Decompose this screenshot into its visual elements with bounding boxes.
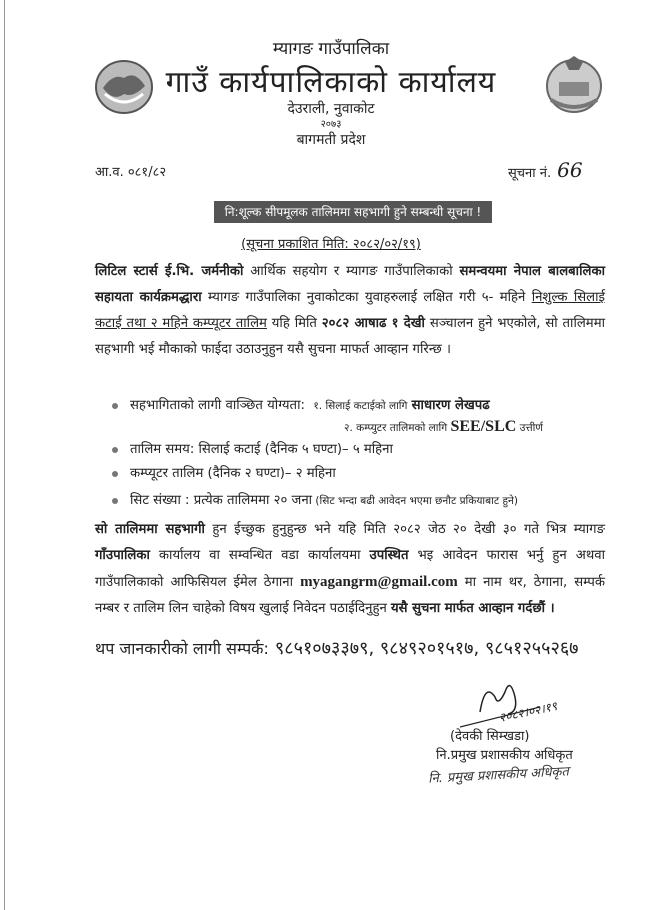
notice-number (508, 158, 583, 182)
training-highlight: निशुल्क सिलाई कटाई तथा २ महिने कम्प्यूटर तालिम (95, 290, 605, 331)
text: मा नाम थर, ठेगाना, सम्पर्क नम्बर र तालिम लिन चाहेको विषय खुलाई निवेदन पठाईदिनुहुन (95, 575, 605, 616)
eligibility-2 (112, 418, 612, 438)
eligibility-1-prefix: १. सिलाई कटाईको लागि (313, 400, 408, 412)
details-list (112, 394, 612, 513)
contact-line (95, 636, 579, 660)
list-item-eligibility (112, 394, 612, 418)
notice-title-banner: नि:शूल्क सीपमूलक तालिममा सहभागी हुने सम्बन्धी सूचना ! (214, 201, 492, 223)
eligibility-1-value: साधारण लेखपढ (411, 398, 490, 413)
signatory-stamp-title: नि. प्रमुख प्रशासकीय अधिकृत (427, 764, 570, 787)
signature-date: २०८२।०२।१९ (497, 698, 559, 725)
signature-icon (460, 672, 580, 732)
start-date: २०८२ आषाढ १ देखी (321, 316, 425, 331)
fiscal-year: आ.व. ०८१/८२ (95, 165, 167, 180)
signatory-title: नि.प्रमुख प्रशासकीय अधिकृत (436, 748, 573, 763)
established-year: २०७३ (320, 119, 342, 130)
text: यहि मिति (266, 316, 322, 331)
time-label: तालिम समय: सिलाई (130, 442, 230, 457)
province: बागमती प्रदेश (296, 132, 366, 148)
text-bold: गाँउपालिका (95, 548, 150, 563)
contact-label: थप जानकारीको लागी सम्पर्क: (95, 639, 269, 658)
text: भइ आवेदन फारास भर्नु हुन अथवा गाउँपालिकाको आफिसियल ईमेल ठेगाना (95, 548, 605, 590)
text: म्यागङ गाउँपालिका नुवाकोटका युवाहरुलाई लक्षित गरी ५- महिने (201, 290, 532, 305)
seats-note: (सिट भन्दा बढी आवेदन भएमा छनौट प्रकियाबाट हुने) (312, 495, 518, 507)
office-title: गाउँ कार्यपालिकाको कार्यालय (165, 65, 497, 100)
eligibility-2-value: SEE/SLC (450, 418, 517, 435)
list-item-computer: कम्प्यूटर तालिम (दैनिक २ घण्टा)– २ महिना (112, 462, 612, 486)
text: आर्थिक सहयोग र म्यागङ गाउँपालिकाको (243, 264, 460, 279)
published-date (0, 234, 662, 252)
text: हुन ईच्छुक हुनुहुन्छ भने यहि मिति २०८२ जेठ २० देखी ३० गते भित्र म्यागङ (204, 522, 605, 537)
program-name: समन्वयमा नेपाल बालबालिका सहायता कार्यक्रमद्धारा (95, 264, 605, 305)
published-date-text: (सूचना प्रकाशित मिति: २०८२/०२/१९) (241, 237, 421, 252)
eligibility-2-prefix: २. कम्प्युटर तालिमको लागि (344, 422, 448, 434)
sponsor-org: लिटिल स्टार्स ई.भि. जर्मनीको (95, 264, 244, 279)
paragraph-application (95, 517, 605, 622)
text-bold: यसै सुचना मार्फत आव्हान गर्दछौं । (390, 601, 555, 616)
list-item-training-time (112, 438, 612, 462)
text-bold: उपस्थित (369, 548, 409, 563)
text: सञ्चालन हुने भएकोले, सो तालिममा सहभागी भई मौकाको फाईदा उठाउनुहुन यसै सुचना माफर्त आव्हान गरिन्छ । (95, 316, 605, 357)
eligibility-2-suffix: उत्तीर्ण (519, 422, 543, 434)
notice-number-value: 66 (557, 158, 583, 182)
seats-label: सिट संख्या : प्रत्येक तालिममा २० जना (130, 493, 313, 508)
list-item-seats (112, 489, 612, 513)
notice-label: सूचना नं. (508, 166, 552, 181)
municipality-name: म्यागङ गाउँपालिका (272, 39, 390, 59)
text-bold: सो तालिममा सहभागी (95, 522, 205, 537)
signatory-name: (देवकी सिम्खडा) (450, 729, 530, 744)
paragraph-intro (95, 259, 605, 363)
eligibility-label: सहभागिताको लागी वाञ्छित योग्यता: (130, 398, 305, 413)
text: कार्यालय वा सम्वन्धित वडा कार्यालयमा (149, 548, 370, 563)
time-value: कटाई (दैनिक ५ घण्टा)– ५ महिना (229, 442, 393, 457)
contact-numbers: ९८५१०७३३७९, ९८४९२०१५१७, ९८५१२५५२६७ (274, 638, 579, 659)
email-address[interactable]: myagangrm@gmail.com (300, 574, 458, 590)
office-address: देउराली, नुवाकोट (287, 101, 375, 117)
